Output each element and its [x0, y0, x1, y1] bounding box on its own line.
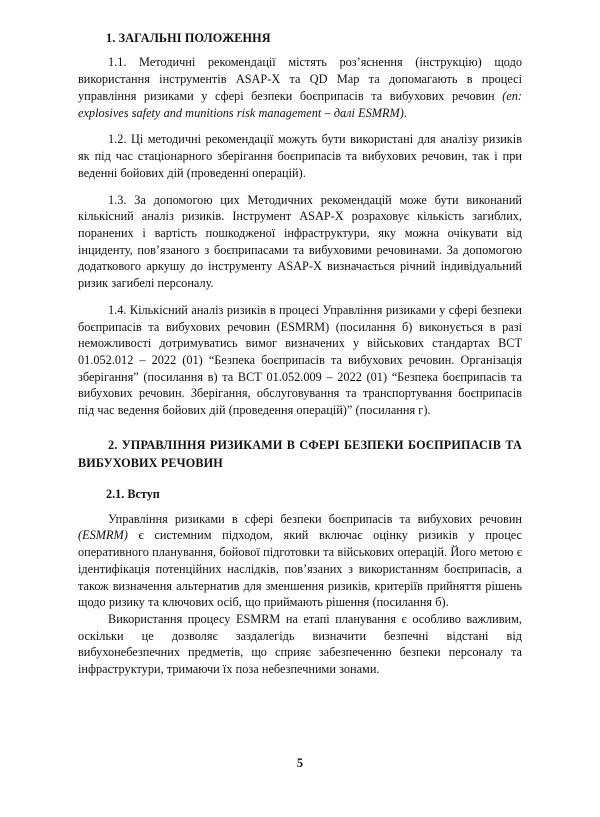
- paragraph-2-1-a-tail: є системним підходом, який включає оцінку ризиків у процес оперативного планування, бойової підготовки та військових операцій. Його метою є ідентифікація потенційних наслідків, пов’язаних з використанням боєприпасів, а також визначення альтернатив для зменшення ризиків, критеріїв прийняття рішень щодо ризику та ключових осіб, що приймають рішення (посилання б).: [78, 528, 522, 610]
- paragraph-1-4: 1.4. Кількісний аналіз ризиків в процесі Управління ризиками у сфері безпеки боєприпасів та вибухових речовин (ESMRM) (посилання б) виконується в разі неможливості дотримуватись вимог визначених у військових стандартах ВСТ 01.052.012 – 2022 (01) “Безпека боєприпасів та вибухових речовин. Організація зберігання” (посилання в) та ВСТ 01.052.009 – 2022 (01) “Безпека боєприпасів та вибухових речовин. Зберігання, обслуговування та транспортування боєприпасів під час ведення бойових дій (проведення операцій)” (посилання г).: [78, 302, 522, 418]
- paragraph-2-1-a-lead: Управління ризиками в сфері безпеки боєприпасів та вибухових речовин: [108, 511, 522, 526]
- page-number: 5: [296, 756, 304, 770]
- paragraph-1-1-lead: 1.1. Методичні рекомендації містять роз’яснення (інструкцію) щодо використання інструментів ASAP-X та QD Map та допомагають в процесі управління ризиками у сфері безпеки боєприпасів та вибухових речовин: [78, 55, 522, 103]
- paragraph-1-3: 1.3. За допомогою цих Методичних рекомендацій може бути виконаний кількісний аналіз ризиків. Інструмент ASAP-X розраховує кількість загиблих, поранених і вартість пошкодженої інфраструктури, яку можна очікувати від інциденту, пов’язаного з боєприпасами та вибуховими речовинами. За допомогою додаткового аркушу до інструменту ASAP-X визначається річний індивідуальний ризик загибелі персоналу.: [78, 192, 522, 291]
- paragraph-1-1-tail: .: [403, 105, 407, 120]
- paragraph-2-1-a: [78, 511, 522, 611]
- page-content-column: [78, 30, 522, 688]
- paragraph-1-1: [78, 54, 522, 121]
- section-1-heading: 1. ЗАГАЛЬНІ ПОЛОЖЕННЯ: [106, 31, 271, 45]
- paragraph-2-1-b: Використання процесу ESMRM на етапі планування є особливо важливим, оскільки це дозволяє заздалегідь визначити безпечні відстані від вибухонебезпечних предметів, що сприяє забезпеченню безпеки персоналу та інфраструктури, тримаючи їх поза небезпечними зонами.: [78, 612, 522, 677]
- paragraph-1-2: 1.2. Ці методичні рекомендації можуть бути використані для аналізу ризиків як під час стаціонарного зберігання боєприпасів та вибухових речовин, так і при веденні бойових дій (проведенні операцій).: [78, 132, 522, 180]
- paragraph-2-1-a-italic: (ESMRM): [78, 528, 128, 543]
- section-2-1-heading: 2.1. Вступ: [106, 487, 160, 502]
- section-2-heading: 2. УПРАВЛІННЯ РИЗИКАМИ В СФЕРІ БЕЗПЕКИ БОЄПРИПАСІВ ТА ВИБУХОВИХ РЕЧОВИН: [78, 437, 522, 470]
- paragraph-1-1-italic: (en: explosives safety and munitions risk management – далі ESMRM): [78, 88, 522, 120]
